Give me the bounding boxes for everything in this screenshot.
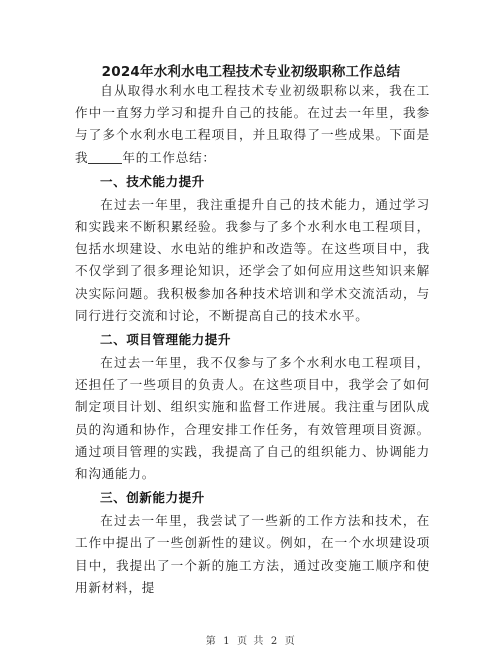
footer-prefix: 第	[205, 636, 218, 647]
section-body-management: 在过去一年里，我不仅参与了多个水利水电工程项目，还担任了一些项目的负责人。在这些项目中，我学会了如何制定项目计划、组织实施和监督工作进展。我注重与团队成员的沟通和协作，合理安排工作任务，有效管理项目资源。通过项目管理的实践，我提高了自己的组织能力、协调能力和沟通能力。	[75, 355, 430, 482]
section-heading-technical: 一、技术能力提升	[100, 173, 205, 189]
fill-in-blank	[88, 151, 122, 164]
document-title: 2024年水利水电工程技术专业初级职称工作总结	[101, 64, 401, 80]
intro-paragraph	[75, 80, 430, 169]
section-heading-innovation: 三、创新能力提升	[100, 490, 205, 506]
section-body-innovation: 在过去一年里，我尝试了一些新的工作方法和技术，在工作中提出了一些创新性的建议。例如，在一个水坝建设项目中，我提出了一个新的施工方法，通过改变施工顺序和使用新材料，提	[75, 513, 430, 595]
footer-total-pages: 2	[270, 636, 279, 647]
section-heading-management: 二、项目管理能力提升	[100, 332, 231, 348]
footer-current-page: 1	[223, 636, 232, 647]
intro-text-end: 年的工作总结：	[122, 149, 216, 165]
page-footer	[0, 632, 502, 647]
document-body	[75, 80, 430, 599]
footer-suffix: 页	[284, 636, 297, 647]
section-body-technical: 在过去一年里，我注重提升自己的技术能力，通过学习和实践来不断积累经验。我参与了多个水利水电工程项目，包括水坝建设、水电站的维护和改造等。在这些项目中，我不仅学到了很多理论知识，还学会了如何应用这些知识来解决实际问题。我积极参加各种技术培训和学术交流活动，与同行进行交流和讨论，不断提高自己的技术水平。	[75, 196, 430, 323]
intro-text: 自从取得水利水电工程技术专业初级职称以来，我在工作中一直努力学习和提升自己的技能。在过去一年里，我参与了多个水利水电工程项目，并且取得了一些成果。下面是我	[75, 83, 430, 165]
footer-middle: 页 共	[237, 636, 265, 647]
